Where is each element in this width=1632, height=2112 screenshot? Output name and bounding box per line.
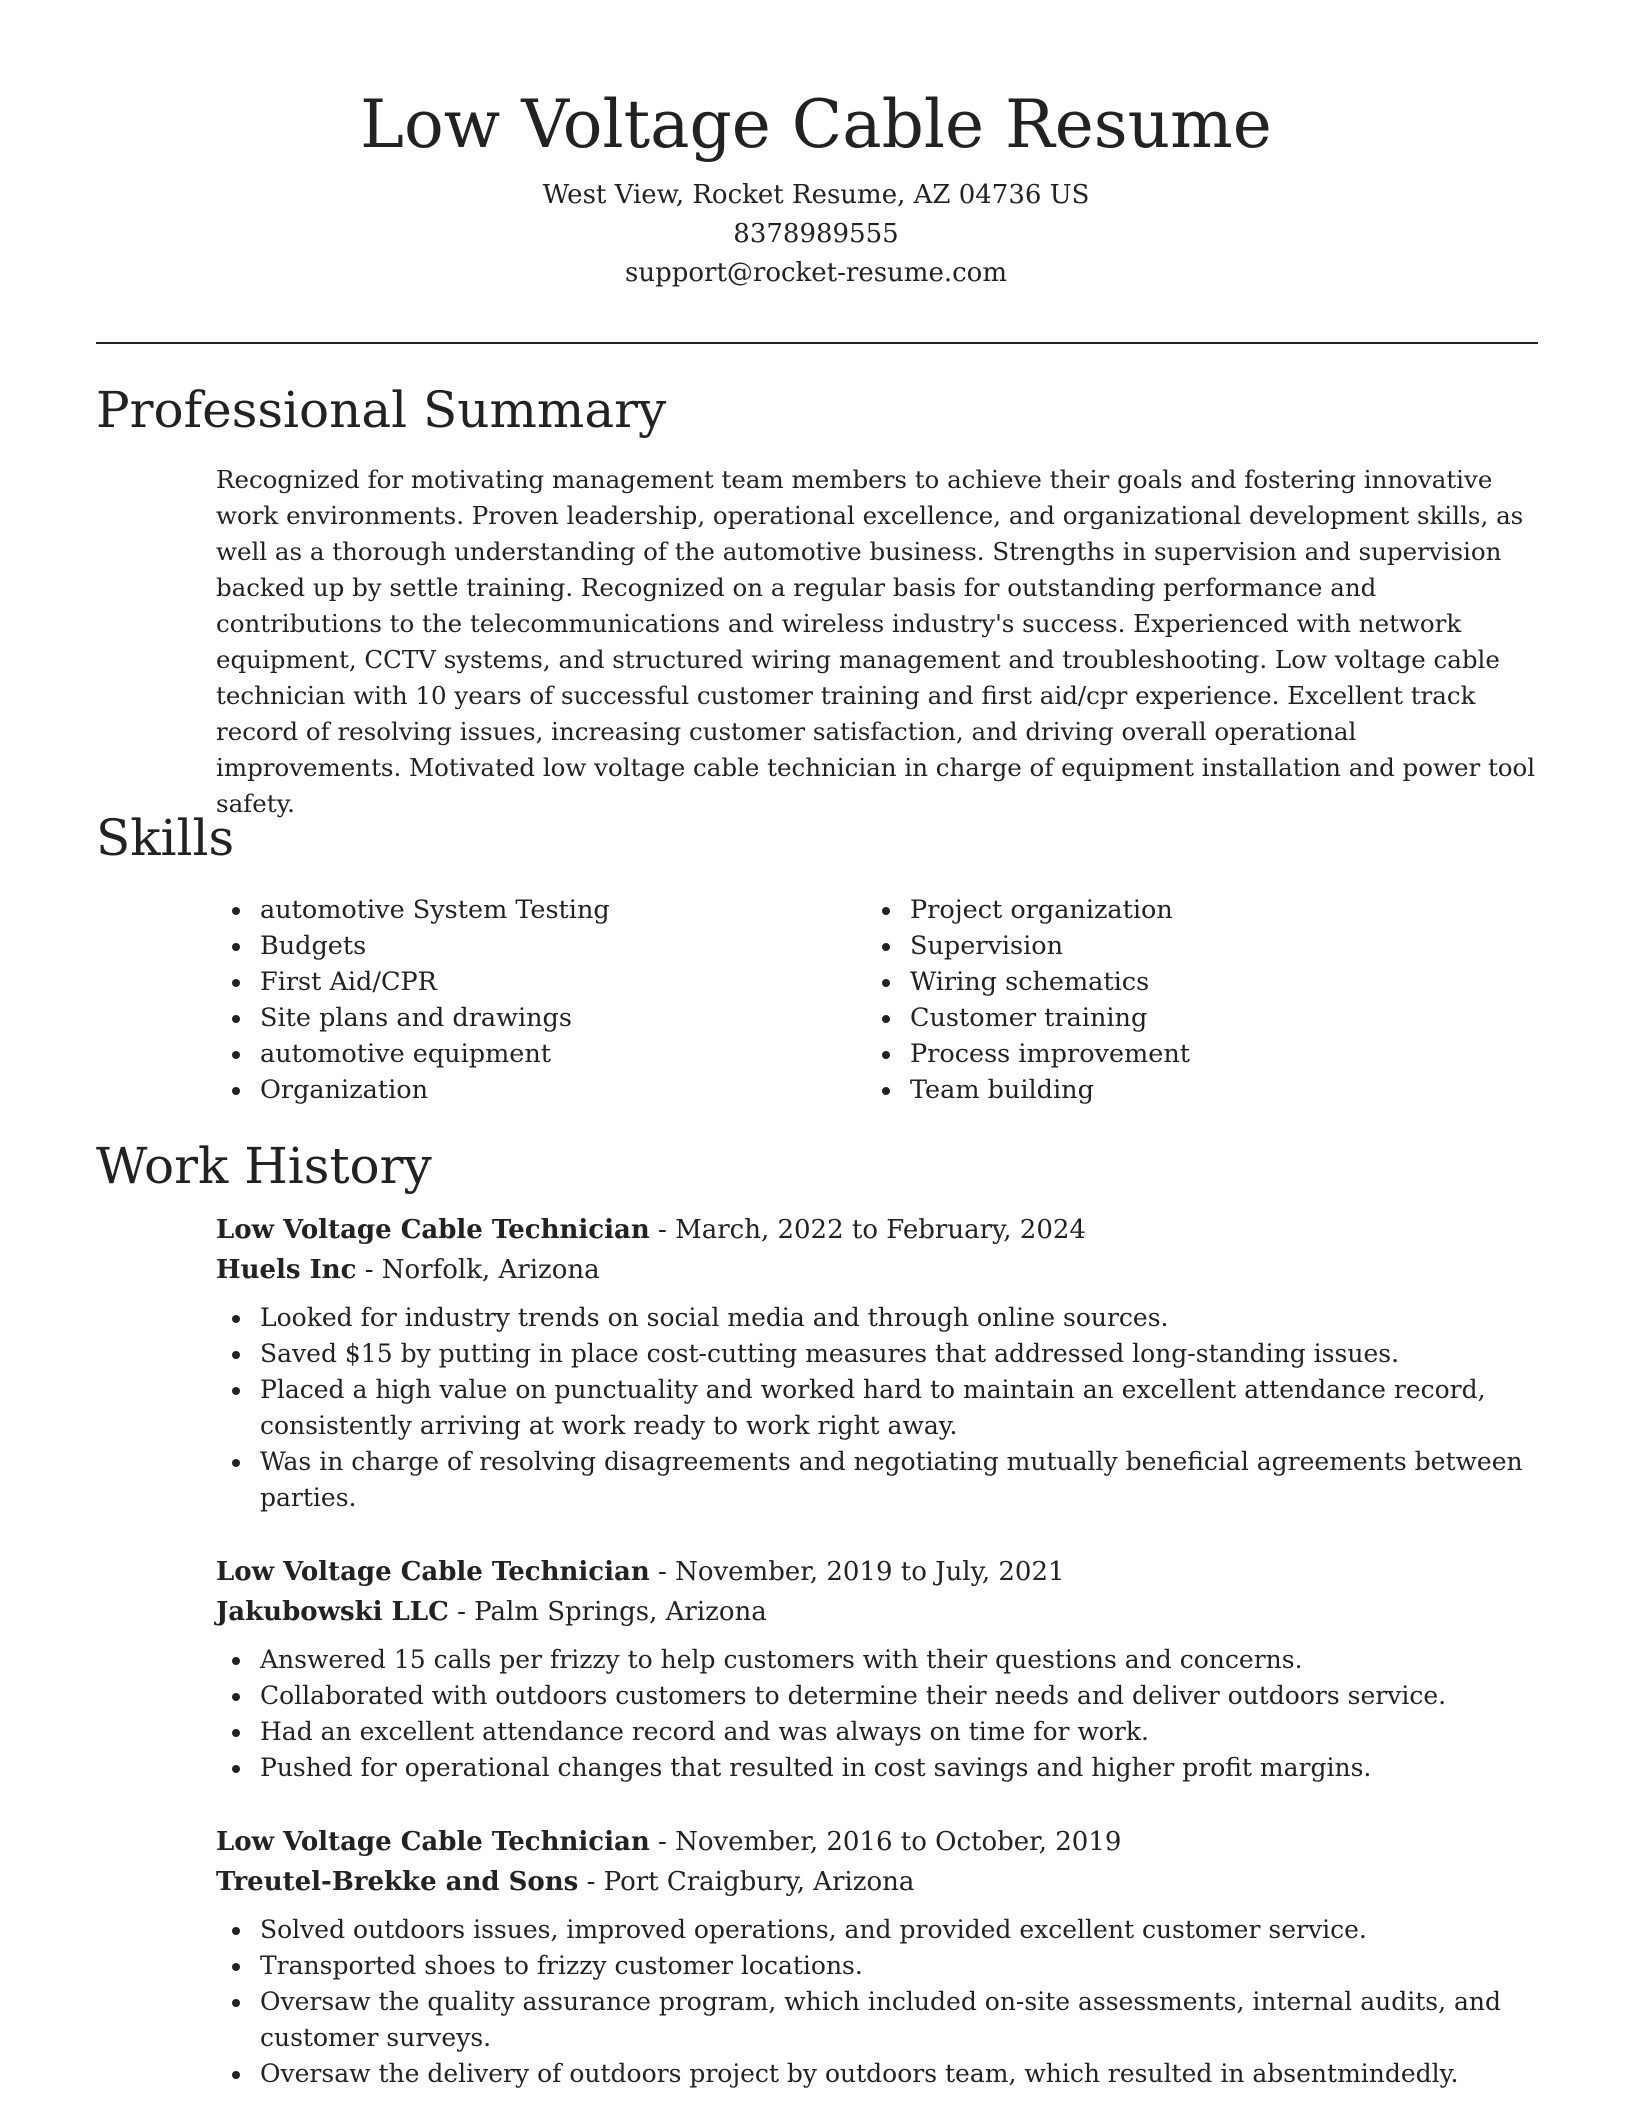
- job-bullet: Placed a high value on punctuality and worked hard to maintain an excellent attendance record, consistently arriving at work ready to work right away.: [216, 1372, 1538, 1444]
- job-title: Low Voltage Cable Technician: [216, 1215, 650, 1245]
- job-bullet: Was in charge of resolving disagreements and negotiating mutually beneficial agreements between parties.: [216, 1444, 1538, 1516]
- summary-text: Recognized for motivating management team members to achieve their goals and fostering innovative work environments. Proven leadership, operational excellence, and organizational development skills, as well as a thorough understanding of the automotive business. Strengths in supervision and supervision backed up by settle training. Recognized on a regular basis for outstanding performance and contributions to the telecommunications and wireless industry's success. Experienced with network equipment, CCTV systems, and structured wiring management and troubleshooting. Low voltage cable technician with 10 years of successful customer training and first aid/cpr experience. Excellent track record of resolving issues, increasing customer satisfaction, and driving overall operational improvements. Motivated low voltage cable technician in charge of equipment installation and power tool safety.: [216, 465, 1536, 818]
- job-location: - Port Craigbury, Arizona: [578, 1867, 915, 1897]
- address: West View, Rocket Resume, AZ 04736 US: [542, 180, 1090, 210]
- skill-item: Supervision: [866, 928, 1190, 964]
- job-bullets: [216, 1300, 1538, 1516]
- job-bullet: Pushed for operational changes that resulted in cost savings and higher profit margins.: [216, 1750, 1538, 1786]
- job-bullet: Had an excellent attendance record and was always on time for work.: [216, 1714, 1538, 1750]
- skill-item: automotive System Testing: [216, 892, 610, 928]
- job-company-line: [216, 1592, 1538, 1632]
- job-company: Huels Inc: [216, 1255, 357, 1285]
- skill-item: Project organization: [866, 892, 1190, 928]
- skill-item: Organization: [216, 1072, 610, 1108]
- skill-item: Customer training: [866, 1000, 1190, 1036]
- work-history-heading: Work History: [96, 1137, 432, 1195]
- job-company-line: [216, 1862, 1538, 1902]
- job-location: - Norfolk, Arizona: [356, 1255, 600, 1285]
- job-entry: [216, 1552, 1538, 1786]
- job-title-line: [216, 1210, 1538, 1250]
- skill-item: Budgets: [216, 928, 610, 964]
- skills-heading: Skills: [96, 809, 235, 867]
- header-divider: [96, 342, 1538, 344]
- skill-item: Wiring schematics: [866, 964, 1190, 1000]
- job-bullet: Solved outdoors issues, improved operations, and provided excellent customer service.: [216, 1912, 1538, 1948]
- job-bullet: Looked for industry trends on social media and through online sources.: [216, 1300, 1538, 1336]
- resume-title: Low Voltage Cable Resume: [360, 86, 1272, 163]
- job-entry: [216, 1822, 1538, 2092]
- skill-item: Site plans and drawings: [216, 1000, 610, 1036]
- skill-item: Team building: [866, 1072, 1190, 1108]
- job-company-line: [216, 1250, 1538, 1290]
- skills-list-left: [216, 892, 610, 1108]
- job-company: Jakubowski LLC: [216, 1597, 449, 1627]
- job-bullet: Oversaw the delivery of outdoors project by outdoors team, which resulted in absentmindedly.: [216, 2056, 1538, 2092]
- skill-item: automotive equipment: [216, 1036, 610, 1072]
- contact-info: [0, 176, 1632, 293]
- resume-header: [0, 80, 1632, 293]
- job-dates: - November, 2019 to July, 2021: [649, 1557, 1065, 1587]
- job-bullets: [216, 1912, 1538, 2092]
- job-bullet: Collaborated with outdoors customers to determine their needs and deliver outdoors service.: [216, 1678, 1538, 1714]
- job-title-line: [216, 1822, 1538, 1862]
- job-location: - Palm Springs, Arizona: [448, 1597, 767, 1627]
- phone: 8378989555: [733, 219, 899, 249]
- job-title: Low Voltage Cable Technician: [216, 1827, 650, 1857]
- job-dates: - March, 2022 to February, 2024: [649, 1215, 1086, 1245]
- job-bullet: Transported shoes to frizzy customer locations.: [216, 1948, 1538, 1984]
- job-company: Treutel-Brekke and Sons: [216, 1867, 579, 1897]
- job-dates: - November, 2016 to October, 2019: [649, 1827, 1122, 1857]
- skills-list-right: [866, 892, 1190, 1108]
- email: support@rocket-resume.com: [624, 258, 1007, 288]
- job-bullets: [216, 1642, 1538, 1786]
- job-bullet: Answered 15 calls per frizzy to help customers with their questions and concerns.: [216, 1642, 1538, 1678]
- skill-item: Process improvement: [866, 1036, 1190, 1072]
- skill-item: First Aid/CPR: [216, 964, 610, 1000]
- job-bullet: Oversaw the quality assurance program, which included on-site assessments, internal audits, and customer surveys.: [216, 1984, 1538, 2056]
- job-title-line: [216, 1552, 1538, 1592]
- job-title: Low Voltage Cable Technician: [216, 1557, 650, 1587]
- job-entry: [216, 1210, 1538, 1516]
- job-bullet: Saved $15 by putting in place cost-cutting measures that addressed long-standing issues.: [216, 1336, 1538, 1372]
- summary-heading: Professional Summary: [96, 381, 667, 439]
